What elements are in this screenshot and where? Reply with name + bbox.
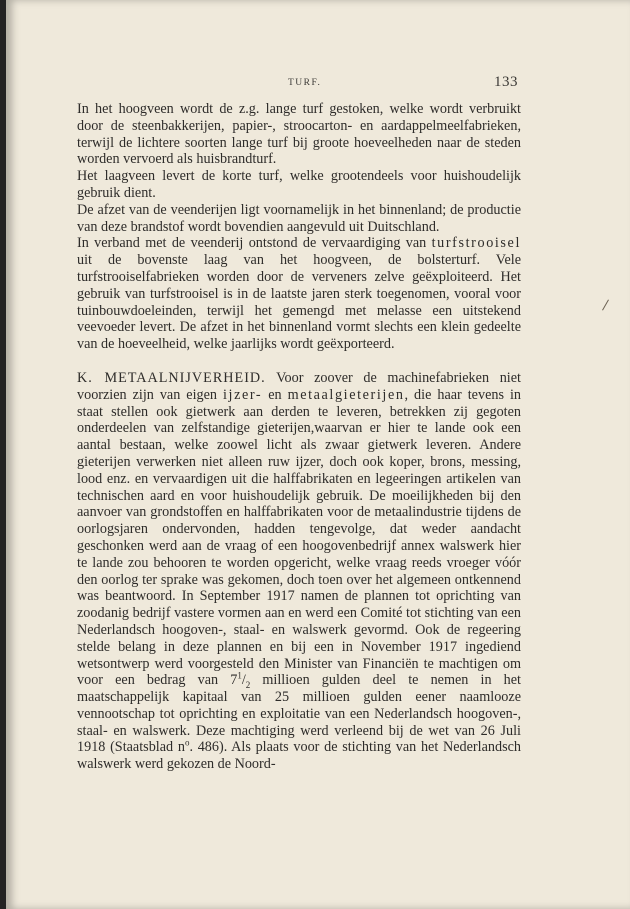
fraction-denominator: 2: [245, 680, 251, 691]
paragraph-turfstrooisel: [77, 235, 521, 353]
ordinal-superscript: o: [184, 737, 190, 748]
section-text: en: [262, 386, 288, 403]
page-number: 133: [494, 74, 518, 90]
paragraph-text: uit de bovenste laag van het hoogveen, de bolsterturf. Vele turfstrooiselfabrieken worden door de verveners zelve geëxploiteerd. Het gebruik van turfstrooisel is in de laatste jaren sterk toegenomen, vooral voor tuinbouwdoeleinden, terwijl het gemengd met melasse een uitstekend veevoeder levert. De afzet in het binnenland vormt slechts een klein gedeelte van de hoeveelheid, welke jaarlijks wordt geëxporteerd.: [77, 252, 521, 353]
body-text: [77, 101, 521, 773]
paragraph-laagveen: Het laagveen levert de korte turf, welke grootendeels voor huishoudelijk gebruik dient.: [77, 168, 521, 201]
fraction-whole: 7: [230, 672, 238, 689]
emphasis-ijzer: ijzer-: [222, 386, 263, 403]
paragraph-text: In verband met de veenderij ontstond de vervaardiging van: [77, 235, 432, 252]
fraction-numerator: 1: [237, 670, 242, 681]
paragraph-hoogveen: In het hoogveen wordt de z.g. lange turf gestoken, welke wordt verbruikt door de steenbakkerijen, papier-, stroocarton- en aardappelmeelfabrieken, terwijl de lichtere soorten lange turf bij groote hoeveelheden naar de steden worden vervoerd als huisbrandturf.: [77, 101, 521, 168]
fraction-seven-and-half: $7^1/_2$: [230, 670, 251, 691]
emphasis-metaalgieterijen: metaalgieterijen: [287, 386, 405, 403]
section-heading: K. METAALNIJVERHEID.: [77, 369, 266, 386]
section-text: . 486). Als plaats voor de stichting van het Nederlandsch walswerk werd gekozen de Noord-: [77, 739, 521, 773]
section-text: Voor zoover de machinefabrieken niet voorzien zijn van eigen: [77, 369, 521, 403]
section-metaalnijverheid: [77, 370, 521, 773]
pencil-mark: [602, 300, 609, 311]
section-text: , die haar tevens in staat stellen ook gietwerk aan derden te leveren, betrekken zij gegoten onderdeelen van zelfstandige gieterijen,waarvan er hier te lande ook een aantal bestaan, welke zoowel licht als zwaar gietwerk leveren. Andere gieterijen verwerken niet alleen ruw ijzer, doch ook koper, brons, messing, lood enz. en vervaardigen uit die halffabrikaten en legeeringen artikelen van technischen aard en voor huishoudelijk gebruik. De moeilijkheden bij den aanvoer van grondstoffen en halffabrikaten voor de metaalindustrie tijdens de oorlogsjaren ondervonden, hadden tengevolge, dat weder aandacht geschonken werd aan de vraag of een hoogovenbedrijf annex walswerk hier te lande zou behooren te worden opgericht, welke vraag reeds vroeger vóór den oorlog ter sprake was gekomen, doch toen over het algemeen ontkennend was beantwoord. In September 1917 namen de plannen tot oprichting van zoodanig bedrijf vastere vormen aan en werd een Comité tot stichting van een Nederlandsch hoogoven-, staal- en walswerk gevormd. Ook de regeering stelde belang in deze plannen en bij een in November 1917 ingediend wetsontwerp werd voorgesteld den Minister van Financiën te machtigen om voor een bedrag van: [77, 386, 521, 689]
page-header: [6, 74, 630, 94]
section-text: millioen gulden deel te nemen in het maatschappelijk kapitaal van 25 millioen gulden eener naamlooze vennootschap tot oprichting en exploitatie van een Nederlandsch hoogoven-, staal- en walswerk. Deze machtiging werd verleend bij de wet van 26 Juli 1918 (Staatsblad n: [77, 672, 521, 756]
book-page: [6, 0, 630, 909]
emphasis-turfstrooisel: turfstrooisel: [431, 235, 521, 252]
running-head: TURF.: [288, 78, 322, 88]
paragraph-afzet: De afzet van de veenderijen ligt voornamelijk in het binnenland; de productie van deze brandstof wordt bovendien aangevuld uit Duitschland.: [77, 201, 521, 235]
